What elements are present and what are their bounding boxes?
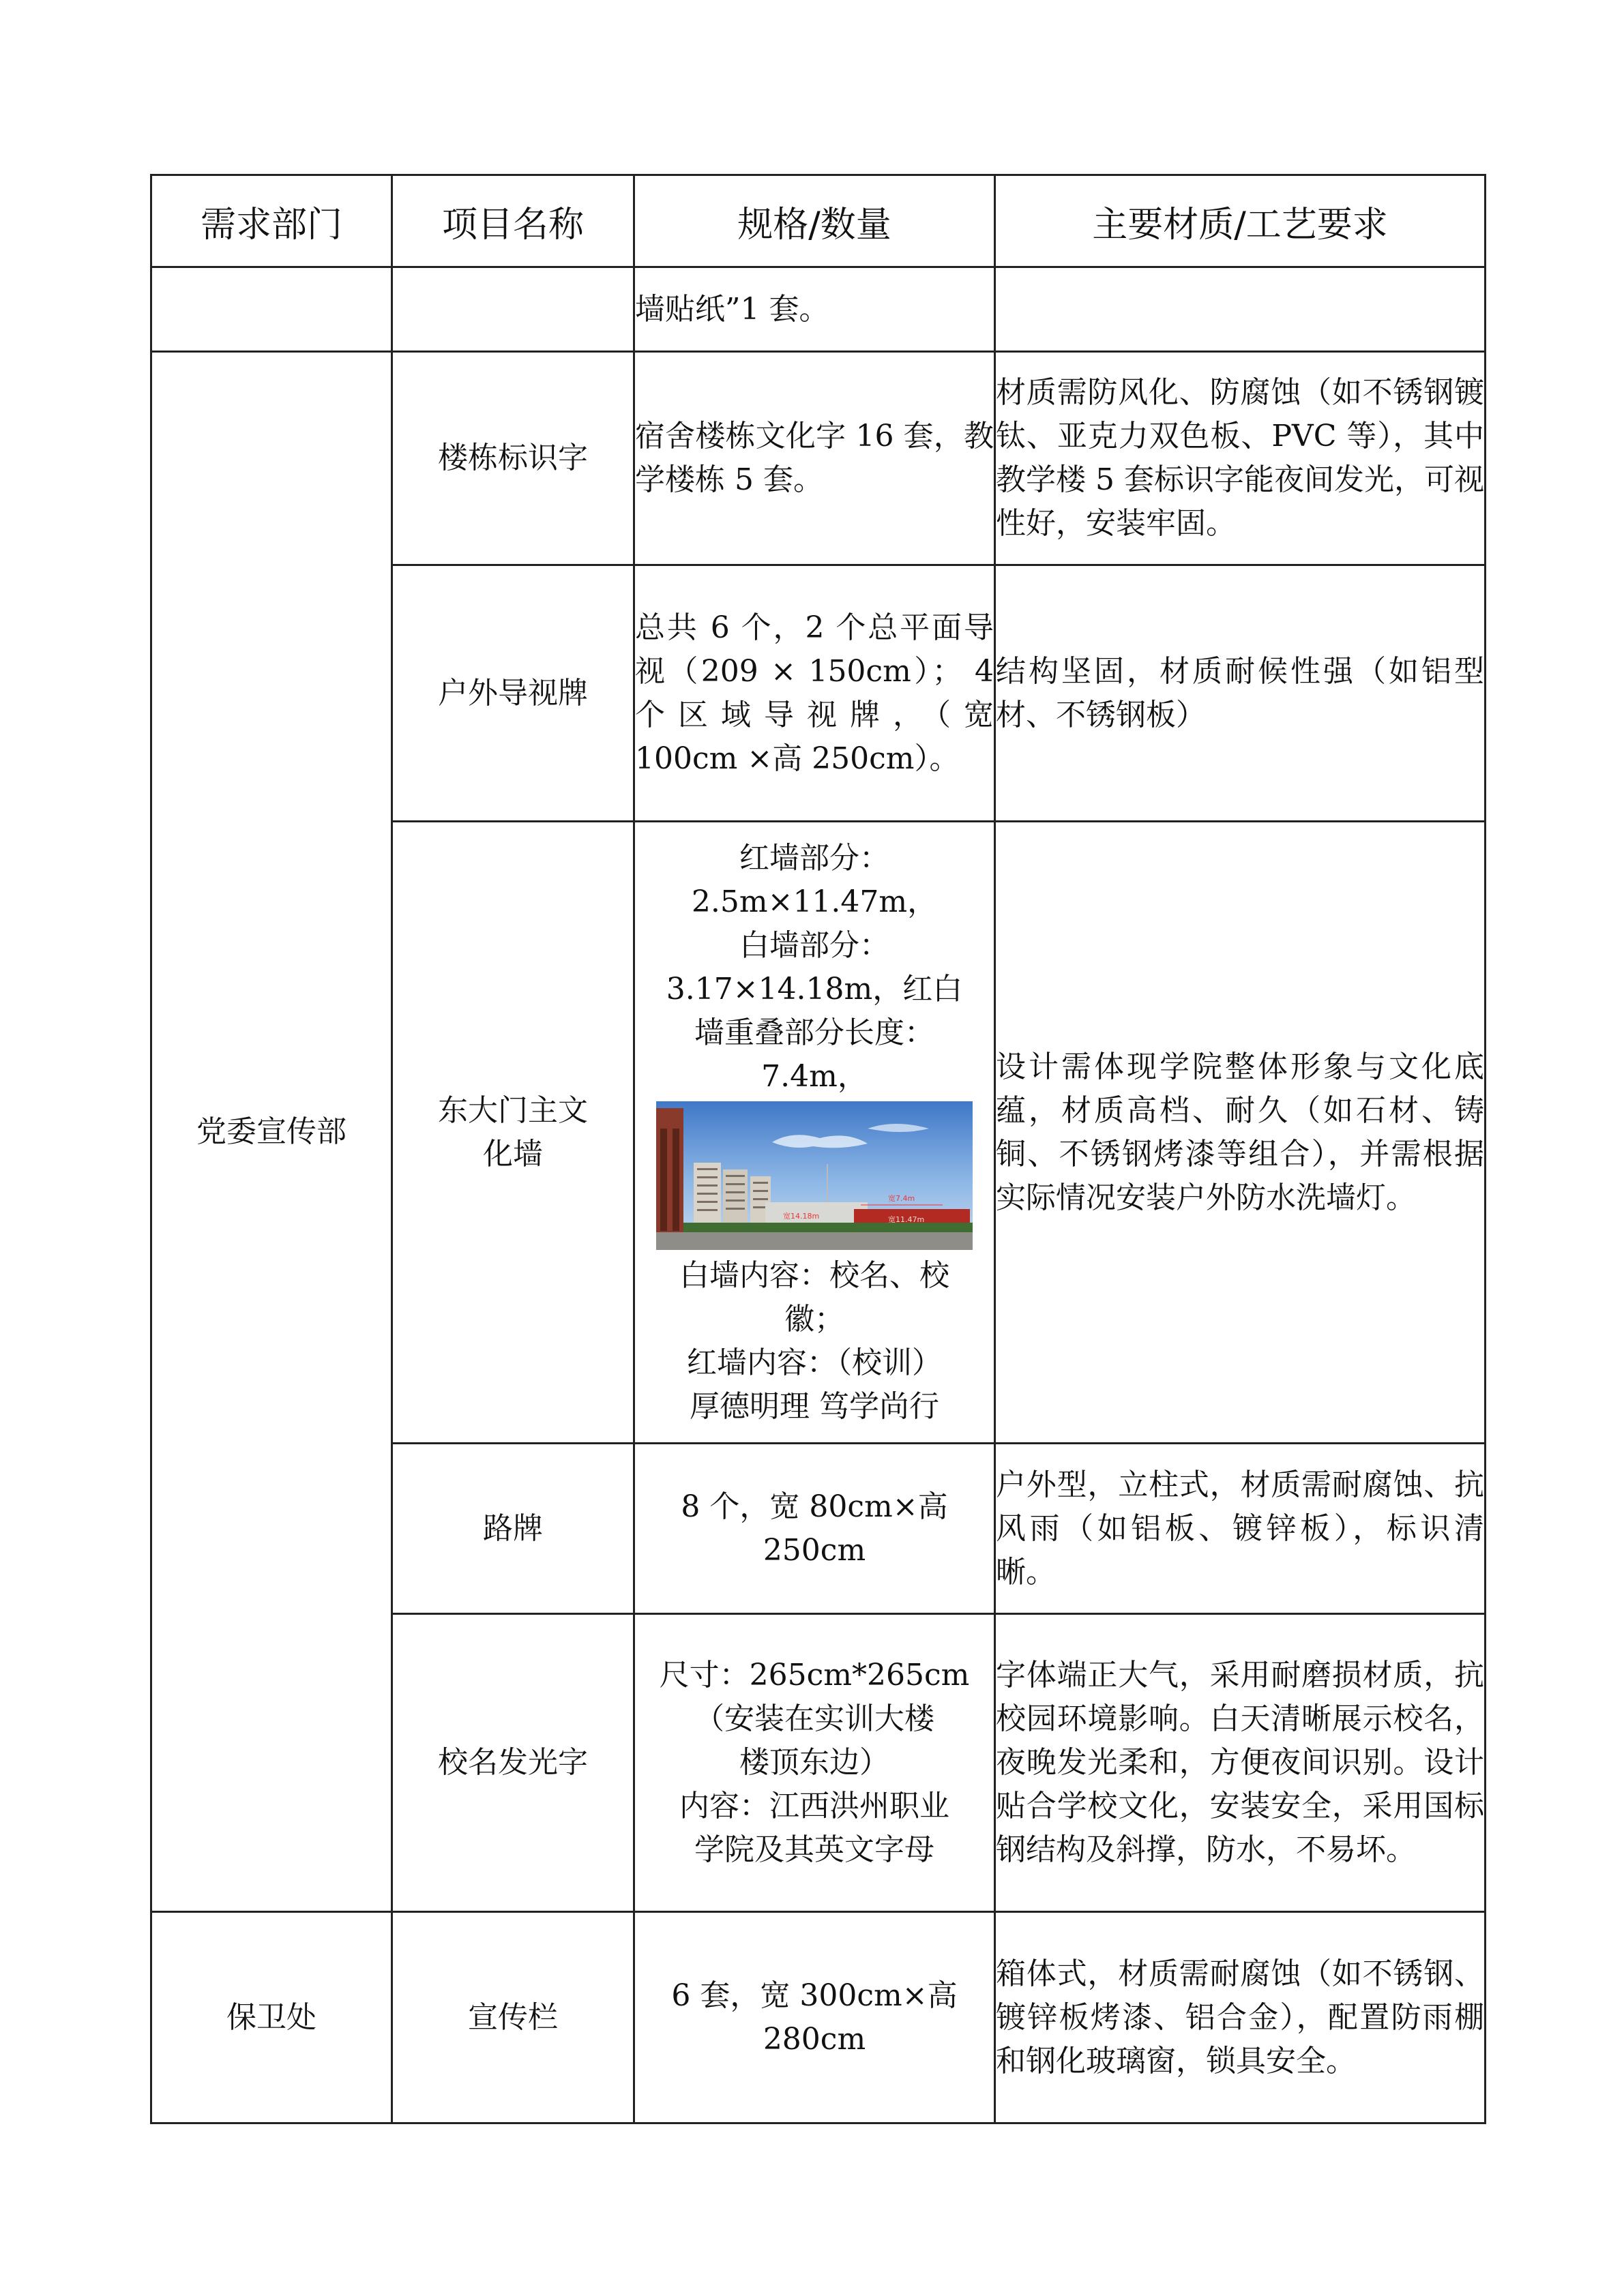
item-name: 户外导视牌 — [438, 675, 588, 711]
table-row — [151, 267, 1486, 352]
spec-line: 8 个，宽 80cm×高 — [681, 1489, 948, 1524]
material-cell — [995, 1912, 1486, 2123]
ground — [656, 1232, 973, 1250]
spec-line: 红墙内容：（校训） — [687, 1345, 942, 1380]
header-dept: 需求部门 — [151, 175, 392, 267]
material-cell — [995, 1614, 1486, 1912]
material-cell — [995, 565, 1486, 822]
material-text: 材质需防风化、防腐蚀（如不锈钢镀钛、亚克力双色板、PVC 等），其中教学楼 5 套标识字能夜间发光，可视性好，安装牢固。 — [996, 375, 1484, 541]
item-name: 楼栋标识字 — [438, 441, 588, 475]
header-item-name: 项目名称 — [392, 175, 634, 267]
header-material: 主要材质/工艺要求 — [995, 175, 1486, 267]
spec-line: 红墙部分： — [739, 840, 889, 876]
spec-line: 白墙内容：校名、校 — [679, 1257, 949, 1293]
table-header-row — [151, 175, 1486, 267]
material-text: 字体端正大气，采用耐磨损材质，抗校园环境影响。白天清晰展示校名，夜晚发光柔和，方便夜间识别。设计贴合学校文化，安装安全，采用国标钢结构及斜撑，防水，不易坏。 — [996, 1658, 1484, 1867]
item-name: 路牌 — [483, 1510, 543, 1546]
material-text: 户外型，立柱式，材质需耐腐蚀、抗风雨（如铝板、镀锌板），标识清晰。 — [996, 1467, 1484, 1590]
name-cell-empty — [392, 267, 634, 352]
header-spec: 规格/数量 — [634, 175, 995, 267]
item-name-cell — [392, 1444, 634, 1614]
label-red-width: 宽11.47m — [888, 1214, 925, 1224]
culture-wall-photo — [656, 1101, 973, 1250]
label-overlap-width: 宽7.4m — [888, 1193, 915, 1203]
table-row — [151, 352, 1486, 565]
item-name-cell — [392, 822, 634, 1444]
spec-cell — [634, 565, 995, 822]
item-name-line: 化墙 — [483, 1136, 543, 1172]
material-cell — [995, 352, 1486, 565]
material-text: 结构坚固，材质耐候性强（如铝型材、不锈钢板） — [996, 653, 1484, 732]
spec-line: 学院及其英文字母 — [694, 1832, 934, 1867]
material-cell — [995, 822, 1486, 1444]
spec-cell — [634, 1912, 995, 2123]
table-row — [151, 1912, 1486, 2123]
spec-line: 6 套，宽 300cm×高 — [671, 1978, 958, 2013]
dept-cell-empty — [151, 267, 392, 352]
requirements-table — [150, 174, 1486, 2124]
spec-line: 徽； — [784, 1301, 844, 1337]
spec-line: 280cm — [763, 2021, 866, 2057]
spec-cell — [634, 822, 995, 1444]
spec-line: （安装在实训大楼 — [694, 1701, 934, 1736]
spec-text: 墙贴纸”1 套。 — [635, 291, 829, 327]
item-name: 校名发光字 — [438, 1745, 588, 1780]
material-cell — [995, 1444, 1486, 1614]
spec-cell — [634, 267, 995, 352]
spec-line: 楼顶东边） — [739, 1745, 889, 1780]
spec-line: 7.4m， — [761, 1058, 868, 1094]
spec-line: 白墙部分： — [739, 927, 889, 963]
dept-label: 保卫处 — [226, 1999, 316, 2035]
item-name-cell — [392, 565, 634, 822]
apartment-block — [723, 1169, 748, 1224]
material-text: 箱体式，材质需耐腐蚀（如不锈钢、镀锌板烤漆、铝合金），配置防雨棚和钢化玻璃窗，锁具安全。 — [996, 1956, 1484, 2078]
spec-line: 尺寸：265cm*265cm — [659, 1658, 970, 1693]
spec-line: 内容：江西洪州职业 — [679, 1789, 949, 1823]
dept-cell — [151, 1912, 392, 2123]
greenery — [683, 1223, 973, 1232]
spec-line: 3.17×14.18m，红白 — [666, 971, 963, 1007]
spec-line: 墙重叠部分长度： — [694, 1015, 934, 1050]
spec-line: 250cm — [763, 1532, 866, 1568]
material-cell-empty — [995, 267, 1486, 352]
item-name-cell — [392, 1614, 634, 1912]
spec-text: 总共 6 个，2 个总平面导视（209 × 150cm）； 4 个区域导视牌，（宽 100cm ×高 250cm）。 — [635, 610, 994, 776]
dept-cell — [151, 352, 392, 1912]
spec-line: 2.5m×11.47m， — [691, 884, 938, 919]
dept-label: 党委宣传部 — [196, 1114, 346, 1149]
label-white-width: 宽14.18m — [783, 1211, 820, 1221]
item-name-cell — [392, 352, 634, 565]
spec-line: 厚德明理 笃学尚行 — [690, 1388, 939, 1424]
spec-text: 宿舍楼栋文化字 16 套，教学楼栋 5 套。 — [635, 419, 994, 497]
item-name-line: 东大门主文 — [438, 1092, 588, 1128]
spec-cell — [634, 352, 995, 565]
spec-cell — [634, 1444, 995, 1614]
item-name-cell — [392, 1912, 634, 2123]
spec-cell — [634, 1614, 995, 1912]
item-name: 宣传栏 — [468, 1999, 558, 2035]
material-text: 设计需体现学院整体形象与文化底蕴，材质高档、耐久（如石材、铸铜、不锈钢烤漆等组合），并需根据实际情况安装户外防水洗墙灯。 — [996, 1049, 1484, 1215]
